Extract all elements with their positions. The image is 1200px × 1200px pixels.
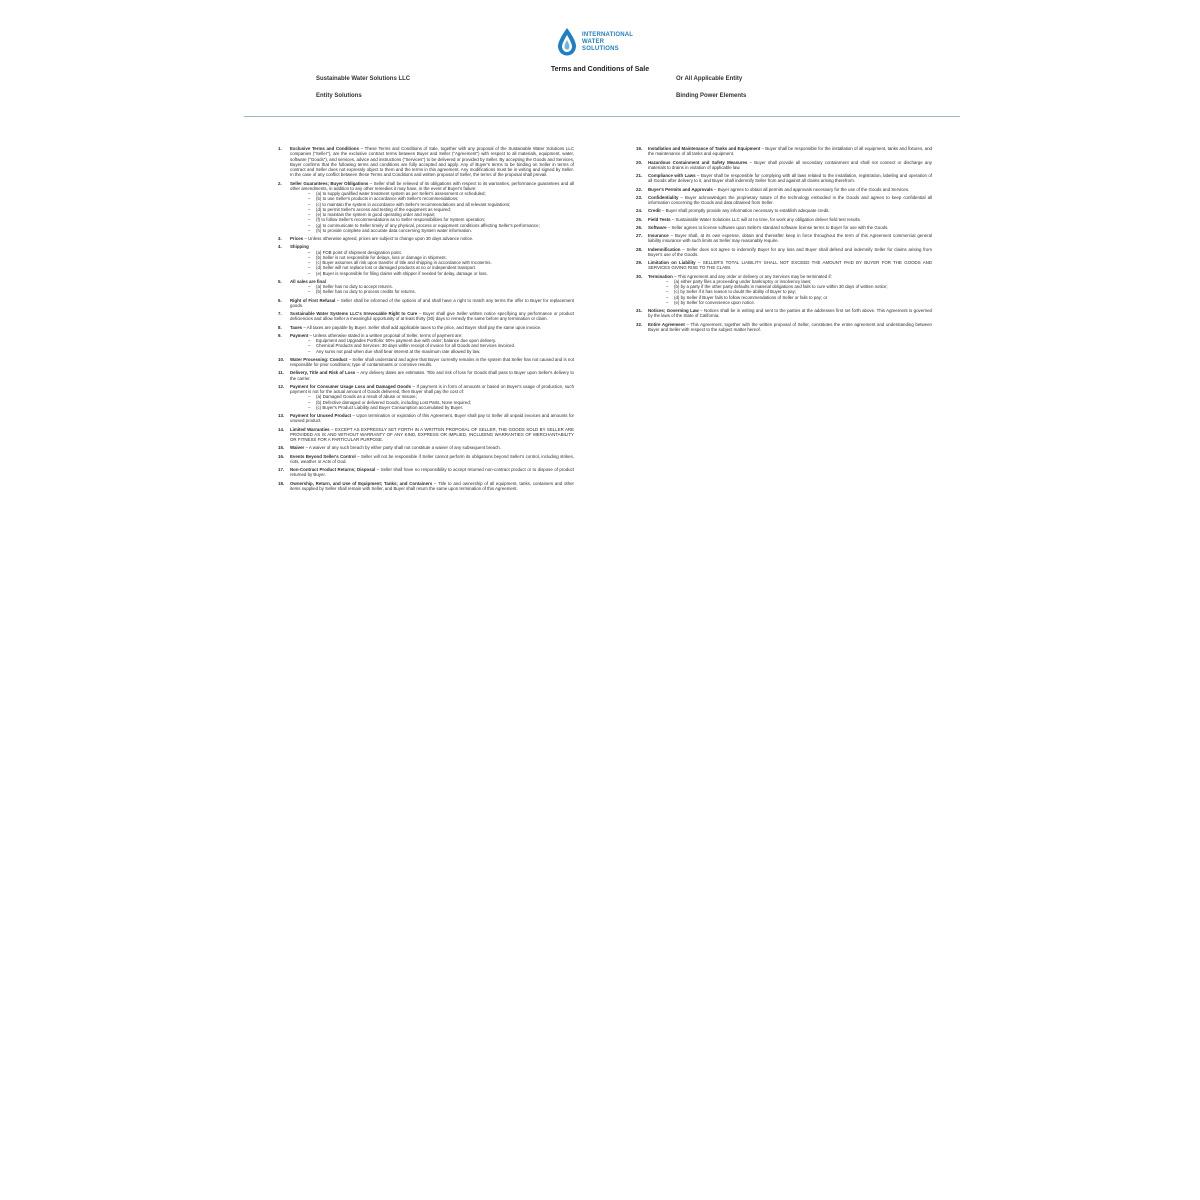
section-title: Notices; Governing Law: [648, 308, 699, 313]
logo-word-2: WATER: [582, 38, 605, 45]
section-number: 14.: [278, 426, 285, 432]
document-title: Terms and Conditions of Sale: [550, 66, 650, 73]
terms-section: [636, 247, 932, 258]
document-header: [0, 0, 1200, 122]
terms-section: [278, 357, 574, 368]
title-separator: –: [432, 480, 439, 486]
title-separator: –: [355, 453, 361, 459]
terms-section: [278, 311, 574, 322]
section-title: Water Processing: Conduct: [290, 356, 348, 362]
section-title: Credit: [648, 208, 661, 214]
section-body: Seller will not be responsible if Seller cannot perform its obligations beyond Seller's control, including strikes, riots, weather or Acts of God.: [290, 453, 574, 464]
section-body: All taxes are payable by Buyer. Seller shall add applicable taxes to the price, and Buyer shall pay the same upon invoice.: [306, 324, 542, 330]
section-body: Unless otherwise agreed, prices are subject to change upon 30 days advance notice.: [308, 236, 474, 241]
section-body: Seller shall be informed of the options of and shall have a right to match any terms the offer to Buyer for replacement goods.: [290, 297, 574, 308]
section-paragraph: [290, 298, 574, 309]
section-subitem: – (c) to maintain the system in accordance with Seller's recommendations and all relevant regulations;: [290, 202, 574, 207]
section-paragraph: [290, 181, 574, 192]
title-separator: –: [695, 173, 701, 178]
terms-section: [636, 322, 932, 333]
section-number: 23.: [636, 194, 643, 200]
section-number: 24.: [636, 208, 643, 214]
section-body: Any delivery dates are estimates. Title and risk of loss for Goods shall pass to Buyer upon Seller's delivery to the carrier.: [290, 370, 574, 381]
section-number: 18.: [278, 480, 285, 486]
section-number: 20.: [636, 159, 643, 165]
section-subitem: – (b) Defective damaged or delivered Goods, including Lost Parts, None required;: [290, 400, 574, 405]
party-left-name: Sustainable Water Solutions LLC: [316, 76, 411, 82]
section-body: These Terms and Conditions of Sale, together with any proposal of the Sustainable Water Solutions LLC companies ("Seller"), are the exclusive contract terms between Buyer and Seller ("Agreement") with respect to all materials, equipment, water, software ("Goods"), and services, advice and instructions ("Services") to be delivered or provided by Seller. By accepting the Goods and Services, Buyer confirms that the following terms and conditions are fully accepted and apply. Any of Buyer's terms to be binding on Seller in terms of contract and Seller does not expressly object to them and the terms in this agreement. Any modifications must be in writing and signed by Seller. In the case of any conflict between these Terms and Conditions and written proposal of Seller, the terms of the proposal shall prevail.: [290, 146, 574, 178]
section-paragraph: [648, 247, 932, 258]
section-paragraph: [290, 481, 574, 492]
section-subitem: – (b) to use Seller's products in accordance with Seller's recommendations;: [290, 196, 574, 201]
section-subitem: – (b) by a party if the other party defaults in material obligations and fails to cure within 30 days of written notice;: [648, 284, 932, 289]
title-separator: –: [680, 246, 687, 252]
section-number: 13.: [278, 413, 285, 418]
terms-section: [278, 333, 574, 354]
section-subitem: – (d) by Seller if Buyer fails to follow recommendations of Seller or fails to pay; or: [648, 295, 932, 300]
section-title: Ownership, Return, and Use of Equipment; Tanks; and Containers: [290, 480, 433, 486]
section-body: Sustainable Water Solutions LLC will at no time, for work any obligation deliver field test results.: [675, 216, 862, 222]
section-subitem: – (d) to permit Seller's access and testing of the equipment as required;: [290, 207, 574, 212]
section-title: Confidentiality: [648, 194, 679, 200]
terms-section: [278, 454, 574, 465]
terms-section: [278, 236, 574, 241]
section-paragraph: [648, 225, 932, 230]
section-subitem: – (c) Buyer assumes all risk upon transfer of title and shipping in accordance with Incoterms.: [290, 260, 574, 265]
section-subitem: – (a) Damaged Goods as a result of abuse or misuse;: [290, 394, 574, 399]
section-paragraph: [648, 322, 932, 333]
section-paragraph: [290, 370, 574, 381]
title-separator: –: [747, 159, 755, 165]
section-body: A waiver of any such breach by either party shall not constitute a waiver of any subsequent breach.: [308, 445, 501, 451]
section-number: 10.: [278, 356, 285, 362]
section-title: Taxes: [290, 324, 303, 330]
section-subitem: – (e) by Seller for convenience upon notice.: [648, 300, 932, 305]
section-number: 17.: [278, 467, 285, 472]
title-separator: –: [666, 224, 672, 230]
section-paragraph: [290, 427, 574, 443]
section-body: Seller shall be relieved of its obligations with respect to its warranties, performance guarantees and all other amendments, in addition to any other remedies it may have, in the event of Buyer's failure:: [290, 180, 574, 191]
title-separator: –: [678, 194, 686, 200]
section-paragraph: [648, 187, 932, 192]
section-body: Notices shall be in writing and sent to the parties at the addresses first set forth above. This Agreement is governed by the laws of the State of California.: [648, 308, 932, 319]
title-separator: –: [329, 426, 335, 432]
terms-section: [636, 274, 932, 306]
title-separator: –: [303, 236, 309, 241]
section-body: EXCEPT AS EXPRESSLY SET FORTH IN A WRITTEN PROPOSAL OF SELLER, THE GOODS SOLD BY SELLER ARE PROVIDED AS IS AND WITHOUT WARRANTY OF ANY KIND, EXPRESS OR IMPLIED, INCLUDING WARRANTIES OF MERCHANTABILITY OR FITNESS FOR A PARTICULAR PURPOSE.: [290, 426, 574, 442]
section-paragraph: [290, 454, 574, 465]
title-separator: –: [375, 467, 381, 472]
terms-section: [278, 244, 574, 276]
party-right-name: Or All Applicable Entity: [676, 76, 743, 82]
section-paragraph: [648, 173, 932, 184]
terms-column-right: [636, 146, 932, 1056]
section-number: 29.: [636, 260, 643, 265]
section-number: 12.: [278, 383, 285, 389]
section-title: Seller Guarantees; Buyer Obligations: [290, 180, 369, 186]
title-separator: –: [335, 297, 341, 303]
section-subitem: – (b) Seller is not responsible for delays, loss or damage in shipment.: [290, 255, 574, 260]
section-body: Unless otherwise stated in a written proposal of Seller, terms of payment are:: [313, 332, 463, 338]
section-number: 7.: [278, 311, 282, 316]
section-title: Payment for Consumer Usage Loss and Damaged Goods: [290, 383, 412, 389]
section-subitem: – (f) to follow Seller's recommendations as to Seller responsibilities for System operation;: [290, 217, 574, 222]
section-number: 22.: [636, 186, 643, 192]
section-body: Seller shall have no responsibility to accept returned non-contract product or to dispose of product returned by Buyer.: [290, 467, 574, 478]
section-paragraph: [290, 146, 574, 178]
section-paragraph: [290, 325, 574, 330]
section-body: This Agreement, together with the written proposal of Seller, constitutes the entire agreement and understanding between Buyer and Seller with respect to the subject matter hereof.: [648, 321, 932, 332]
section-paragraph: [648, 308, 932, 319]
section-body: Title to and ownership of all equipment, tanks, containers and other items supplied by Seller shall remain with Seller, and Buyer shall return the same upon termination of this Agreement.: [290, 480, 574, 491]
section-body: Buyer agrees to obtain all permits and approvals necessary for the use of the Goods and Services.: [717, 186, 910, 192]
title-separator: –: [302, 324, 307, 330]
terms-section: [636, 187, 932, 192]
section-paragraph: [290, 413, 574, 424]
title-separator: –: [672, 273, 678, 279]
title-separator: –: [698, 308, 705, 313]
section-paragraph: [290, 357, 574, 368]
party-right-sub: Binding Power Elements: [676, 93, 747, 99]
section-title: Limitation on Liability: [648, 260, 696, 265]
terms-section: [278, 370, 574, 381]
section-number: 30.: [636, 273, 643, 279]
terms-section: [636, 160, 932, 171]
section-body: If payment is in form of amounts or based on Buyer's usage of production, such payment is not for the actual amount of Goods delivered, then Buyer shall pay the cost of:: [290, 383, 574, 394]
section-number: 4.: [278, 244, 282, 250]
section-paragraph: [290, 384, 574, 395]
section-paragraph: [648, 217, 932, 222]
section-body: Buyer shall be responsible for the installation of all equipment, tanks and fixtures, and the maintenance of all tanks and equipment.: [648, 146, 932, 157]
section-title: Compliance with Laws: [648, 173, 696, 178]
title-separator: –: [760, 146, 766, 151]
title-separator: –: [712, 186, 718, 192]
terms-section: [278, 384, 574, 410]
section-title: Indemnification: [648, 246, 681, 252]
section-title: Buyer's Permits and Approvals: [648, 186, 713, 192]
title-separator: –: [368, 180, 374, 186]
section-subitem: – (a) to supply qualified water treatment system as per Seller's assessment or scheduled;: [290, 191, 574, 196]
party-left-sub: Entity Solutions: [316, 93, 362, 99]
terms-section: [278, 279, 574, 295]
terms-section: [278, 298, 574, 309]
section-number: 3.: [278, 236, 282, 241]
title-separator: –: [351, 413, 357, 418]
section-title: Sustainable Water Systems LLC's Irrevocable Right to Cure: [290, 311, 418, 316]
title-separator: –: [355, 370, 361, 376]
section-number: 9.: [278, 332, 282, 338]
section-body: Buyer shall, at its own expense, obtain and thereafter keep in force throughout the term of this Agreement commercial general liability insurance with such limits as Seller may reasonably require.: [648, 233, 932, 244]
section-title: Entire Agreement: [648, 321, 685, 327]
section-title: Insurance: [648, 233, 669, 238]
section-paragraph: [648, 160, 932, 171]
section-subitem: – (a) either party files a proceeding under bankruptcy or insolvency laws;: [648, 279, 932, 284]
section-number: 11.: [278, 370, 284, 376]
terms-section: [278, 181, 574, 234]
section-body: Buyer acknowledges the proprietary nature of the technology embodied in the Goods and agrees to keep confidential all information concerning the Goods and data obtained from Seller.: [648, 194, 932, 205]
section-body: Buyer shall be responsible for complying with all laws related to the installation, registration, labeling and operation of all Goods after delivery to it, and Buyer shall indemnify Seller from and against all claims arising therefrom.: [648, 173, 932, 184]
section-number: 6.: [278, 297, 282, 303]
section-paragraph: [290, 445, 574, 450]
section-title: Hazardous Containment and Safety Measures: [648, 159, 748, 165]
title-separator: –: [308, 332, 314, 338]
logo-word-1: INTERNATIONAL: [582, 31, 634, 38]
terms-section: [278, 467, 574, 478]
title-separator: –: [695, 260, 703, 265]
section-title: Software: [648, 224, 667, 230]
section-paragraph: [648, 208, 932, 213]
section-subitem: – (d) Seller will not replace lost or damaged products at no or independent transport.: [290, 265, 574, 270]
section-subitem: – Equipment and Upgrades Portfolio: 50% payment due with order; balance due upon delivery.: [290, 338, 574, 343]
section-number: 19.: [636, 146, 643, 151]
section-paragraph: [648, 195, 932, 206]
section-title: Delivery, Title and Risk of Loss: [290, 370, 356, 376]
logo-wordmark: [582, 32, 633, 53]
terms-section: [278, 146, 574, 178]
section-subitem: – (a) Seller has no duty to accept returns.: [290, 284, 574, 289]
section-title: Installation and Maintenance of Tanks and Equipment: [648, 146, 761, 151]
section-title: Payment: [290, 332, 309, 338]
title-separator: –: [684, 321, 691, 327]
section-body: Seller shall understand and agree that Buyer currently remains in the system that Seller has not caused and is not responsible for prior conditions; type of contaminants or corrosive results.: [290, 356, 574, 367]
water-drop-icon: [556, 27, 578, 57]
section-title: Field Tests: [648, 216, 671, 222]
section-body: This Agreement and any order or delivery or any Services may be terminated if:: [677, 273, 832, 279]
title-separator: –: [668, 233, 675, 238]
section-title: All sales are final: [290, 278, 326, 284]
section-paragraph: [290, 236, 574, 241]
section-paragraph: [648, 260, 932, 271]
terms-section: [636, 225, 932, 230]
terms-section: [636, 260, 932, 271]
company-logo: [556, 22, 656, 62]
section-title: Termination: [648, 273, 673, 279]
section-title: Non-Contract Product Returns; Disposal: [290, 467, 376, 472]
section-title: Limited Warranties: [290, 426, 330, 432]
section-number: 32.: [636, 321, 643, 327]
section-number: 25.: [636, 216, 643, 222]
section-body: Upon termination or expiration of this Agreement, Buyer shall pay to Seller all unpaid invoices and amounts for unused product.: [290, 413, 574, 424]
terms-section: [278, 481, 574, 492]
terms-section: [278, 413, 574, 424]
section-body: SELLER'S TOTAL LIABILITY SHALL NOT EXCEED THE AMOUNT PAID BY BUYER FOR THE GOODS AND SERVICES GIVING RISE TO THE CLAIM.: [648, 260, 932, 271]
terms-section: [636, 217, 932, 222]
section-title: Prices: [290, 236, 304, 241]
title-separator: –: [660, 208, 666, 214]
terms-section: [278, 325, 574, 330]
section-number: 28.: [636, 246, 643, 252]
section-number: 16.: [278, 453, 285, 459]
section-title: Events Beyond Seller's Control: [290, 453, 356, 459]
section-body: Buyer shall provide all secondary containment and shall not connect or discharge any materials to drains in violation of applicable law.: [648, 159, 932, 170]
section-title: Waiver: [290, 445, 305, 451]
section-title: Right of First Refusal: [290, 297, 336, 303]
section-subitem: – (e) to maintain the system in good operating order and repair;: [290, 212, 574, 217]
title-separator: –: [411, 383, 417, 389]
terms-section: [636, 208, 932, 213]
section-subitem: – (e) Buyer is responsible for filing claims with shipper if needed for delay, damage or loss.: [290, 271, 574, 276]
section-body: Seller does not agree to indemnify Buyer for any loss and Buyer shall defend and indemnify Seller for claims arising from Buyer's use of the Goods.: [648, 246, 932, 257]
section-number: 21.: [636, 173, 643, 178]
title-separator: –: [417, 311, 424, 316]
terms-section: [278, 427, 574, 443]
section-number: 26.: [636, 224, 643, 230]
header-divider: [244, 116, 960, 117]
section-paragraph: [290, 311, 574, 322]
title-separator: –: [358, 146, 365, 151]
section-number: 5.: [278, 278, 282, 284]
section-body: Seller agrees to license software upon Seller's standard software license terms to Buyer for use with the Goods.: [671, 224, 889, 230]
section-body: Buyer shall give Seller written notice specifying any performance or product deficiencies and allow Seller a meaningful opportunity of at least thirty (30) days to remedy the same before any termination or claim.: [290, 311, 574, 322]
section-subitem: – (g) to communicate to Seller timely of any physical, process or equipment conditions affecting Seller's performance;: [290, 223, 574, 228]
section-number: 15.: [278, 445, 285, 451]
terms-section: [636, 308, 932, 319]
section-subitem: – (b) Seller has no duty to process credits for returns.: [290, 289, 574, 294]
section-number: 8.: [278, 324, 282, 330]
title-separator: –: [670, 216, 676, 222]
terms-section: [636, 173, 932, 184]
section-subitem: – (c) by Seller if it has reason to doubt the ability of Buyer to pay;: [648, 289, 932, 294]
terms-column-left: [278, 146, 574, 1182]
section-subitem: – (h) to provide complete and accurate data concerning System water information.: [290, 228, 574, 233]
section-subitem: – Chemical Products and Services: 30 days within receipt of invoice for all Goods and Services invoiced.: [290, 343, 574, 348]
section-paragraph: [648, 233, 932, 244]
section-title: Shipping: [290, 244, 309, 250]
section-title: Exclusive Terms and Conditions: [290, 146, 359, 151]
section-title: Payment for Unused Product: [290, 413, 352, 418]
section-subitem: – (c) Buyer's Product Liability and Buyer Consumption accumulated by Buyer.: [290, 405, 574, 410]
title-separator: –: [304, 445, 309, 451]
section-number: 2.: [278, 180, 282, 186]
title-separator: –: [347, 356, 353, 362]
section-paragraph: [290, 467, 574, 478]
section-paragraph: [648, 146, 932, 157]
terms-section: [636, 146, 932, 157]
section-subitem: – Any sums not paid when due shall bear interest at the maximum rate allowed by law.: [290, 349, 574, 354]
section-body: Buyer shall promptly provide any information necessary to establish adequate credit.: [665, 208, 830, 214]
terms-section: [636, 195, 932, 206]
terms-section: [636, 233, 932, 244]
section-number: 27.: [636, 233, 643, 238]
section-number: 1.: [278, 146, 282, 151]
terms-section: [278, 445, 574, 450]
section-subitem: – (a) FOB point of shipment designation point.: [290, 250, 574, 255]
logo-word-3: SOLUTIONS: [582, 45, 619, 52]
section-number: 31.: [636, 308, 643, 313]
